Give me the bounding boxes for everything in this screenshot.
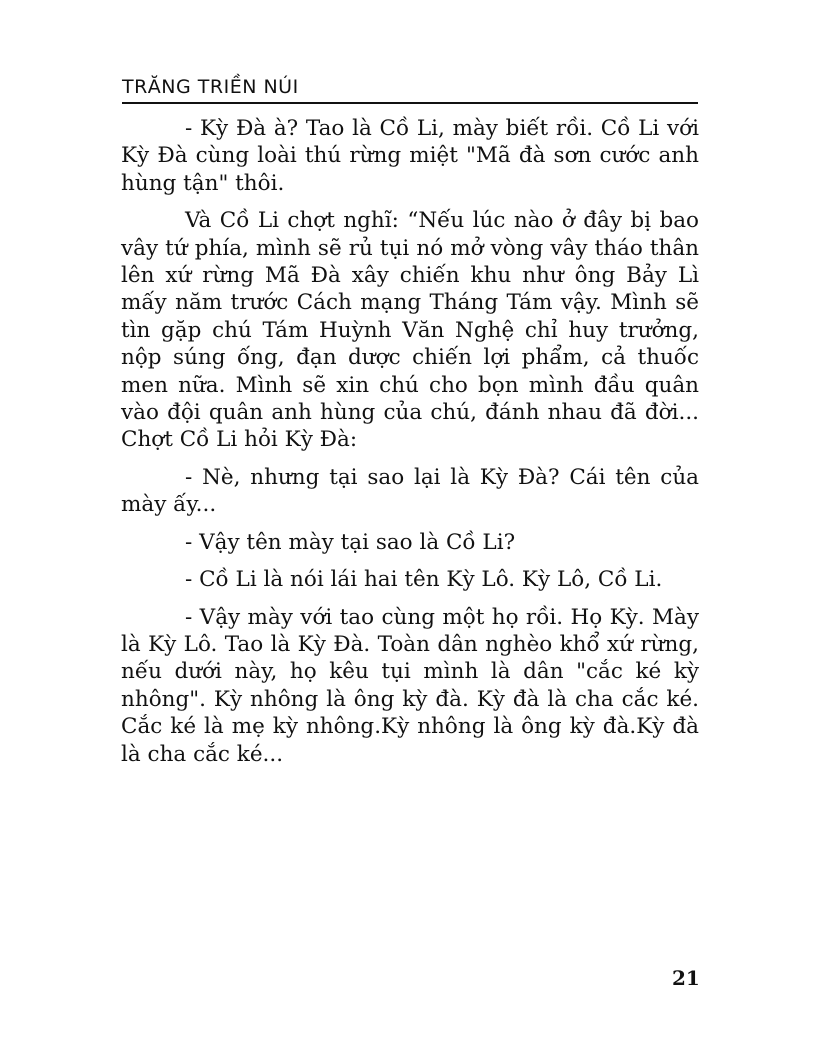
- paragraph: - Cồ Li là nói lái hai tên Kỳ Lô. Kỳ Lô, Cồ Li.: [185, 567, 663, 593]
- paragraph: Và Cồ Li chợt nghĩ: “Nếu lúc nào ở đây bị bao vây tứ phía, mình sẽ rủ tụi nó mở vòng vây tháo thân lên xứ rừng Mã Đà xây chiến khu như ông Bảy Lì mấy năm trước Cách mạng Tháng Tám vậy. Mình sẽ tìn gặp chú Tám Huỳnh Văn Nghệ chỉ huy trưởng, nộp súng ống, đạn dược chiến lợi phẩm, cả thuốc men nữa. Mình sẽ xin chú cho bọn mình đầu quân vào đội quân anh hùng của chú, đánh nhau đã đời... Chợt Cồ Li hỏi Kỳ Đà:: [121, 208, 699, 453]
- paragraph: - Vậy mày với tao cùng một họ rồi. Họ Kỳ. Mày là Kỳ Lô. Tao là Kỳ Đà. Toàn dân nghèo khổ xứ rừng, nếu dưới này, họ kêu tụi mình là dân "cắc ké kỳ nhông". Kỳ nhông là ông kỳ đà. Kỳ đà là cha cắc ké. Cắc ké là mẹ kỳ nhông.Kỳ nhông là ông kỳ đà.Kỳ đà là cha cắc ké...: [121, 604, 699, 767]
- page-number: 21: [672, 966, 700, 990]
- paragraph: - Nè, nhưng tại sao lại là Kỳ Đà? Cái tên của mày ấy...: [121, 464, 699, 518]
- chapter-title: TRĂNG TRIỀN NÚI: [122, 76, 299, 98]
- paragraph: - Kỳ Đà à? Tao là Cồ Li, mày biết rồi. Cồ Li với Kỳ Đà cùng loài thú rừng miệt "Mã đà sơn cước anh hùng tận" thôi.: [121, 116, 699, 196]
- paragraph: - Vậy tên mày tại sao là Cồ Li?: [185, 529, 516, 555]
- body-text: [121, 115, 699, 778]
- running-header: [122, 74, 698, 104]
